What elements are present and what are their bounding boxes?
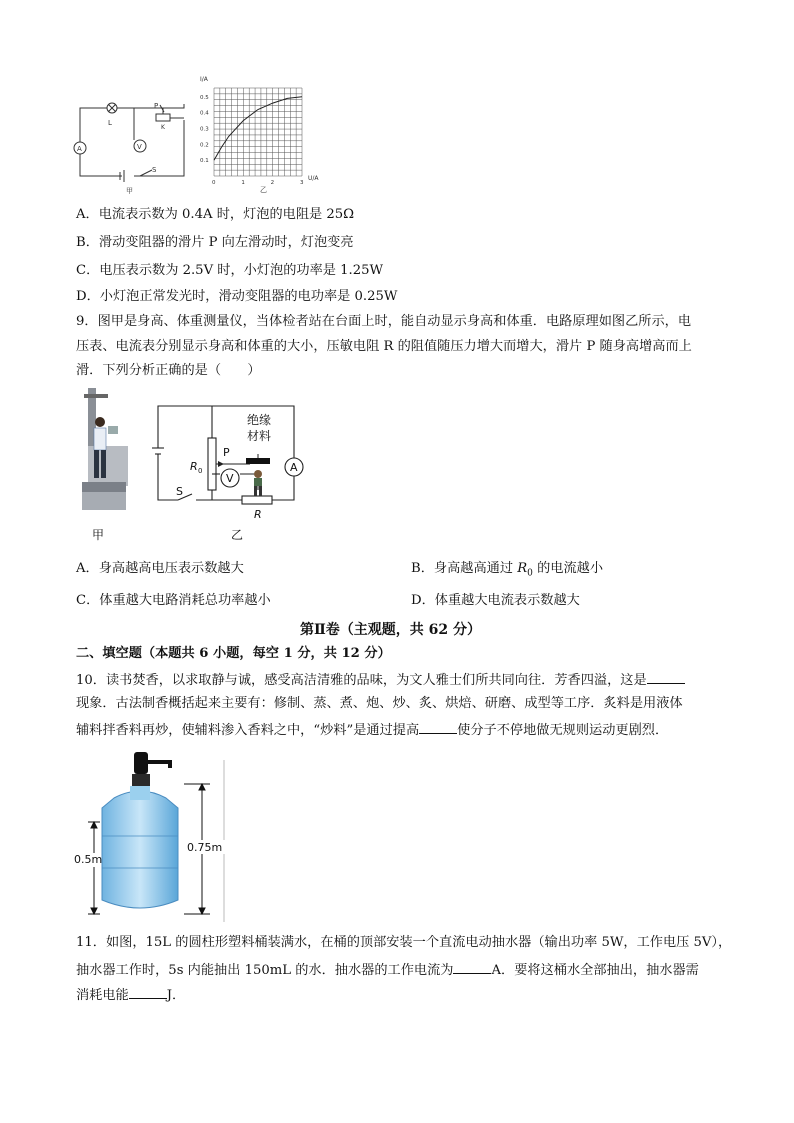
rheostat-label: K bbox=[161, 124, 165, 131]
q10-line3: 辅料拌香料再炒，使辅料渗入香料之中，“炒料”是通过提高 使分子不停地做无规则运动更剧烈． bbox=[76, 719, 668, 741]
q11-line3: 消耗电能 J． bbox=[76, 984, 185, 1006]
q11-water-bottle-figure bbox=[74, 750, 244, 922]
switch-label: S bbox=[152, 166, 157, 174]
q10-line2: 现象．古法制香概括起来主要有：修制、蒸、煮、炮、炒、炙、烘焙、研磨、成型等工序．炙料是用液体 bbox=[76, 696, 683, 711]
fig8-jia-label: 甲 bbox=[126, 187, 133, 195]
section2-subtitle: 二、填空题（本题共 6 小题，每空 1 分，共 12 分） bbox=[76, 646, 391, 661]
q9-option-b: B．身高越高通过 $R_0$ 的电流越小 bbox=[411, 561, 604, 579]
r-label: R bbox=[254, 508, 262, 521]
x-tick-label: 3 bbox=[300, 180, 304, 186]
q8-circuit-diagram bbox=[72, 96, 192, 196]
x-tick-label: 0 bbox=[212, 180, 216, 186]
slider-p-label: P bbox=[223, 446, 230, 459]
ammeter-label: A bbox=[77, 145, 82, 153]
q10-line1: 10．读书焚香，以求取静与诚，感受高洁清雅的品味，为文人雅士们所共同向往．芳香四溢，这是 bbox=[76, 669, 685, 691]
q11-blank-1[interactable] bbox=[453, 959, 491, 974]
y-tick-label: 0.3 bbox=[200, 126, 209, 133]
q10-blank-1[interactable] bbox=[647, 669, 685, 684]
q11-line2: 抽水器工作时，5s 内能抽出 150mL 的水．抽水器的工作电流为 A．要将这桶水全部抽出，抽水器需 bbox=[76, 959, 699, 981]
q11-line1: 11．如图，15L 的圆柱形塑料桶装满水，在桶的顶部安装一个直流电动抽水器（输出功率 5W，工作电压 5V）， bbox=[76, 935, 732, 950]
q11-blank-2[interactable] bbox=[129, 984, 167, 999]
q9-option-a: A．身高越高电压表示数越大 bbox=[76, 561, 244, 576]
q9-stem-line1: 9．图甲是身高、体重测量仪，当体检者站在台面上时，能自动显示身高和体重．电路原理如图乙所示，电 bbox=[76, 314, 692, 329]
q8-option-d: D．小灯泡正常发光时，滑动变阻器的电功率是 0.25W bbox=[76, 289, 398, 304]
lamp-label: L bbox=[108, 119, 112, 127]
q8-option-b: B．滑动变阻器的滑片 P 向左滑动时，灯泡变亮 bbox=[76, 235, 354, 250]
x-tick-label: 1 bbox=[241, 180, 245, 186]
voltmeter-v-label: V bbox=[226, 472, 234, 485]
fig8-yi-label: 乙 bbox=[260, 186, 267, 194]
q9-option-d: D．体重越大电流表示数越大 bbox=[411, 593, 580, 608]
q9-option-c: C．体重越大电路消耗总功率越小 bbox=[76, 593, 271, 608]
insulator-label-1: 绝缘 bbox=[247, 413, 272, 427]
pump-height-label: 0.75m bbox=[187, 841, 223, 854]
section2-title: 第Ⅱ卷（主观题，共 62 分） bbox=[300, 622, 482, 638]
q8-option-a: A．电流表示数为 0.4A 时，灯泡的电阻是 25Ω bbox=[76, 207, 355, 222]
y-tick-label: 0.2 bbox=[200, 142, 209, 149]
y-tick-label: 0.1 bbox=[200, 158, 209, 165]
y-axis-label: I/A bbox=[200, 76, 208, 83]
q9-scale-photo bbox=[74, 386, 134, 520]
y-tick-label: 0.4 bbox=[200, 110, 209, 117]
x-axis-label: U/A bbox=[308, 175, 319, 182]
q9-yi-label: 乙 bbox=[231, 528, 244, 542]
q10-blank-2[interactable] bbox=[419, 719, 457, 734]
x-tick-label: 2 bbox=[270, 180, 275, 186]
bottle-height-label: 0.5m bbox=[74, 853, 103, 866]
q8-iu-graph bbox=[196, 72, 326, 194]
q9-jia-label-text: 甲 bbox=[92, 528, 105, 542]
slider-label: P bbox=[154, 102, 159, 110]
r0-label: R bbox=[190, 460, 198, 473]
switch-s-label: S bbox=[176, 485, 183, 498]
iu-curve bbox=[214, 97, 302, 160]
q9-circuit-diagram bbox=[148, 398, 308, 548]
ammeter-a-label: A bbox=[290, 461, 298, 474]
y-tick-label: 0.5 bbox=[200, 94, 209, 101]
voltmeter-label: V bbox=[137, 143, 142, 151]
insulator-label-2: 材料 bbox=[247, 429, 272, 443]
r0-subscript: 0 bbox=[198, 467, 203, 475]
q9-stem-line2: 压表、电流表分别显示身高和体重的大小，压敏电阻 R 的阻值随压力增大而增大，滑片 P 随身高增高而上 bbox=[76, 339, 692, 354]
q8-option-c: C．电压表示数为 2.5V 时，小灯泡的功率是 1.25W bbox=[76, 263, 384, 278]
q9-stem-line3: 滑．下列分析正确的是（ ） bbox=[76, 363, 261, 378]
